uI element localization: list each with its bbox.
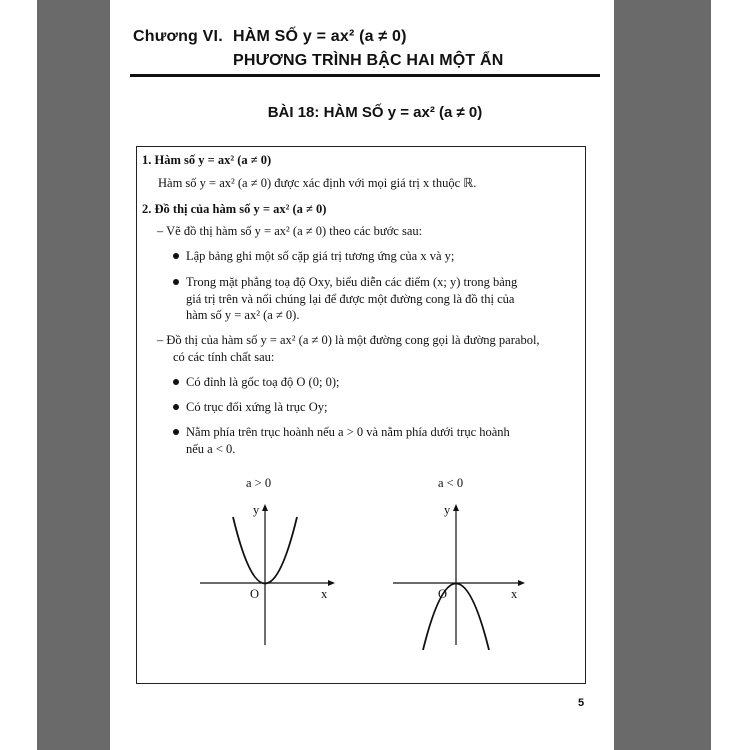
section2-heading: 2. Đồ thị của hàm số y = ax² (a ≠ 0)	[142, 202, 327, 216]
graph2-y-arrow	[453, 504, 459, 511]
bullet1-text: Lập bảng ghi một số cặp giá trị tương ứng của x và y;	[186, 249, 455, 263]
bullet3-text: Có đỉnh là gốc toạ độ O (0; 0);	[186, 375, 340, 389]
bullet4-text: Có trục đối xứng là trục Oy;	[186, 400, 328, 414]
graph1-x-arrow	[328, 580, 335, 586]
graph2-parabola-down	[385, 500, 535, 650]
graph1-origin-label: O	[250, 587, 260, 601]
graph2-caption: a < 0	[438, 476, 464, 490]
graph2-x-arrow	[518, 580, 525, 586]
bullet5-line1: Nằm phía trên trục hoành nếu a > 0 và nằm phía dưới trục hoành	[186, 425, 510, 439]
graph1-x-label: x	[321, 587, 328, 601]
bullet-dot	[173, 379, 179, 385]
chapter-rule	[130, 74, 600, 77]
chapter-number: Chương VI.	[133, 28, 223, 45]
chapter-title-line1: HÀM SỐ y = ax² (a ≠ 0)	[233, 28, 407, 45]
graph2-y-label: y	[444, 503, 451, 517]
graph1-caption: a > 0	[246, 476, 272, 490]
bullet5-line2: nếu a < 0.	[186, 442, 236, 456]
section2-dash1: – Vẽ đồ thị hàm số y = ax² (a ≠ 0) theo các bước sau:	[157, 224, 423, 238]
bullet-dot	[173, 253, 179, 259]
bullet2-line2: giá trị trên và nối chúng lại để được một đường cong là đồ thị của	[186, 292, 515, 306]
section2-dash2-line1: – Đồ thị của hàm số y = ax² (a ≠ 0) là một đường cong gọi là đường parabol,	[157, 333, 540, 347]
section1-text: Hàm số y = ax² (a ≠ 0) được xác định với mọi giá trị x thuộc ℝ.	[158, 176, 477, 190]
graph2-origin-label: O	[438, 587, 448, 601]
bullet2-line3: hàm số y = ax² (a ≠ 0).	[186, 308, 300, 322]
page-number: 5	[578, 697, 585, 709]
bullet-dot	[173, 279, 179, 285]
graph2-x-label: x	[511, 587, 518, 601]
section2-dash2-line2: có các tính chất sau:	[173, 350, 275, 364]
graph1-parabola-up	[195, 500, 345, 650]
graph1-y-label: y	[253, 503, 260, 517]
graph1-y-arrow	[262, 504, 268, 511]
bullet-dot	[173, 429, 179, 435]
lesson-title: BÀI 18: HÀM SỐ y = ax² (a ≠ 0)	[267, 104, 483, 121]
section1-heading: 1. Hàm số y = ax² (a ≠ 0)	[142, 153, 272, 167]
bullet-dot	[173, 404, 179, 410]
chapter-title-line2: PHƯƠNG TRÌNH BẬC HAI MỘT ẨN	[233, 52, 504, 69]
bullet2-line1: Trong mặt phẳng toạ độ Oxy, biểu diễn các điểm (x; y) trong bảng	[186, 275, 518, 289]
